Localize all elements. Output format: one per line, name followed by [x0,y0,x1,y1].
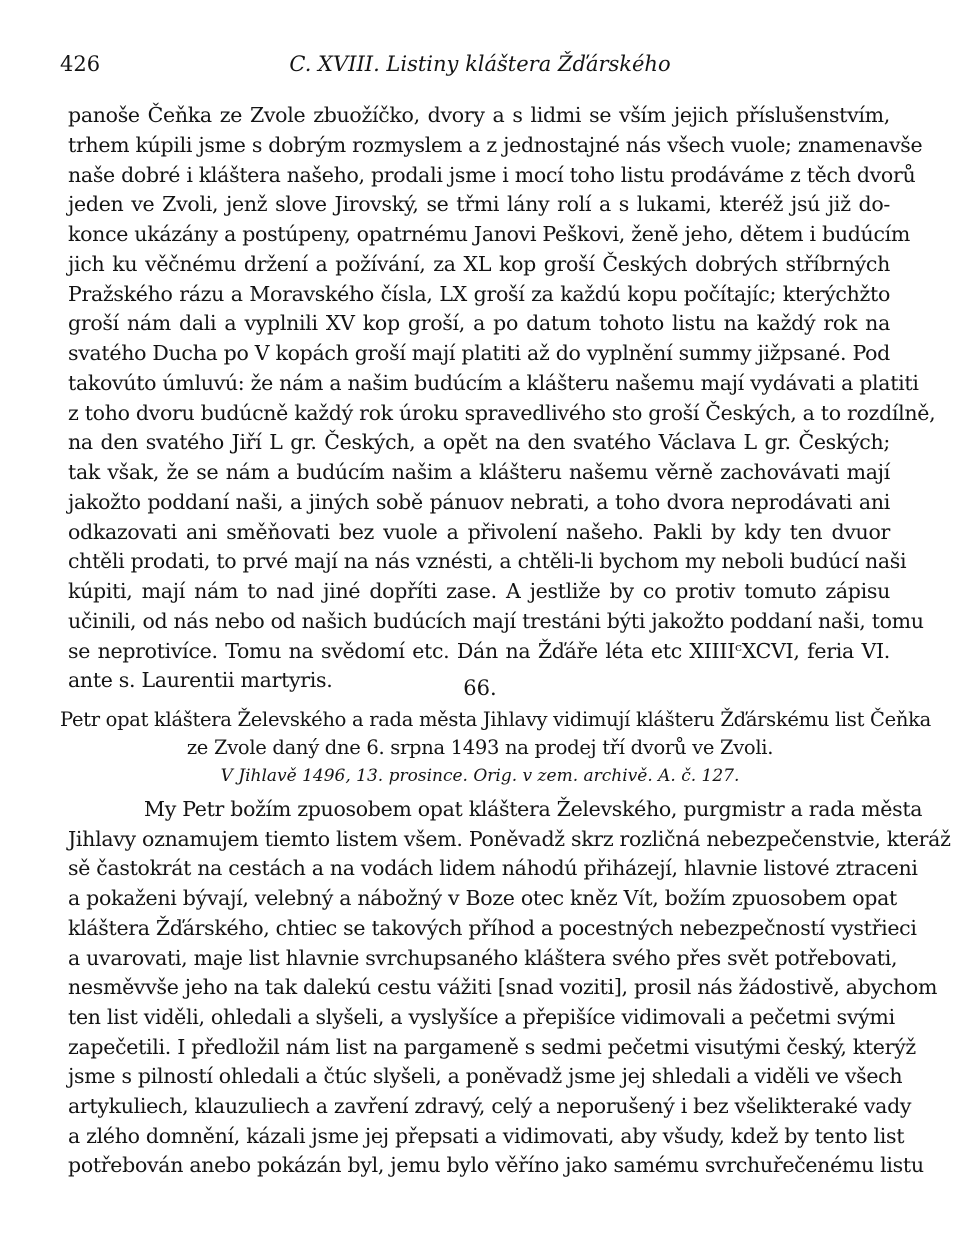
text-line: konce ukázány a postúpeny, opatrnému Janovi Peškovi, ženě jeho, dětem i budúcím [68,222,911,246]
text-line: artykuliech, klauzuliech a zavření zdravý, celý a neporušený i bez všelikteraké vady [68,1094,912,1118]
text-line: a uvarovati, maje list hlavnie svrchupsaného kláštera svého přes svět potřebovati, [68,945,898,970]
text-line: jich ku věčnému držení a požívání, za XL kop groší Českých dobrých stříbrných [68,251,890,276]
text-line: jakožto poddaní naši, a jiných sobě pánuov nebrati, a toho dvora neprodávati ani [68,489,890,514]
text-line: nesměvvše jeho na tak dalekú cestu vážiti [snad voziti], prosil nás žádostivě, abychom [68,975,938,1000]
text-line: trhem kúpili jsme s dobrým rozmyslem a z jednostajné nás všech vuole; znamenavše [68,132,923,157]
text-line: svatého Ducha po V kopách groší mají platiti až do vyplnění summy jižpsané. Pod [68,341,890,365]
running-head: C. XVIII. Listiny kláštera Žďárského [289,52,671,76]
text-line: a pokaženi bývají, velebný a nábožný v Boze otec kněz Vít, božím zpuosobem opat [68,886,897,911]
text-line: sě častokrát na cestách a na vodách lidem náhodú přiházejí, hlavnie listové ztraceni [68,856,918,881]
source-note: V Jihlavě 1496, 13. prosince. Orig. v zem. archivě. A. č. 127. [220,766,740,786]
text-line: jsme s pilností ohledali a čtúc slyšeli, a poněvadž jsme jej shledali a viděli ve všech [68,1064,903,1089]
text-line: kúpiti, mají nám to nad jiné dopříti zase. A jestliže by co protiv tomuto zápisu [68,579,890,603]
text-line: Pražského rázu a Moravského čísla, LX groší za každú kopu počítajíc; kterýchžto [68,281,890,306]
text-line: odkazovati ani směňovati bez vuole a přivolení našeho. Pakli by kdy ten dvuor [68,519,890,544]
text-line: takovúto úmluvú: že nám a našim budúcím a klášteru našemu mají vydávati a platiti [68,370,919,395]
text-line: groší nám dali a vyplnili XV kop groší, a po datum tohoto listu na každý rok na [68,311,890,336]
text-line: potřebován anebo pokázán byl, jemu bylo věříno jako samému svrchuřečenému listu [68,1153,924,1178]
text-line: ten list viděli, ohledali a slyšeli, a vyslyšíce a přepišíce vidimovali a pečetmi svými [68,1004,895,1029]
text-line: naše dobré i kláštera našeho, prodali jsme i mocí toho listu prodáváme z těch dvorů [68,162,916,187]
text-line: My Petr božím zpuosobem opat kláštera Želevského, purgmistr a rada města [144,797,923,821]
text-line: na den svatého Jiří L gr. Českých, a opět na den svatého Václava L gr. Českých; [68,430,890,455]
text-line: se neprotivíce. Tomu na svědomí etc. Dán na Žďáře léta etc XIIIIᶜXCVI, feria VI. [68,638,890,663]
text-line: tak však, že se nám a budúcím našim a klášteru našemu věrně zachovávati mají [68,460,890,484]
text-line: zapečetili. I předložil nám list na pargameně s sedmi pečetmi visutými český, kterýž [68,1034,916,1059]
page-number: 426 [60,52,101,76]
text-line: a zlého domnění, kázali jsme jej přepsati a vidimovati, aby všudy, kdež by tento list [68,1123,905,1148]
summary-line: Petr opat kláštera Želevského a rada města Jihlavy vidimují klášteru Žďárskému list Čeňka [60,708,931,731]
text-line: chtěli prodati, to prvé mají na nás vznésti, a chtěli-li bychom my neboli budúcí naši [68,549,907,574]
page-header [60,52,900,82]
text-line: učinili, od nás nebo od našich budúcích mají trestáni býti jakožto poddaní naši, tomu [68,608,924,633]
text-line: kláštera Žďárského, chtiec se takových příhod a pocestných nebezpečností vystřieci [68,915,917,940]
text-line: panoše Čeňka ze Zvole zbuožíčko, dvory a s lidmi se vším jejich příslušenstvím, [68,103,890,127]
document-number: 66. [463,676,497,700]
summary-line: ze Zvole daný dne 6. srpna 1493 na prodej tří dvorů ve Zvoli. [186,736,774,759]
text-line: z toho dvoru budúcně každý rok úroku spravedlivého sto groší Českých, a to rozdílně, [68,400,936,425]
text-line: ante s. Laurentii martyris. [68,668,333,693]
text-line: Jihlavy oznamujem tiemto listem všem. Poněvadž skrz rozličná nebezpečenstvie, kteráž [68,826,951,851]
text-line: jeden ve Zvoli, jenž slove Jirovský, se třmi lány rolí a s lukami, kteréž jsú již do- [68,192,890,217]
